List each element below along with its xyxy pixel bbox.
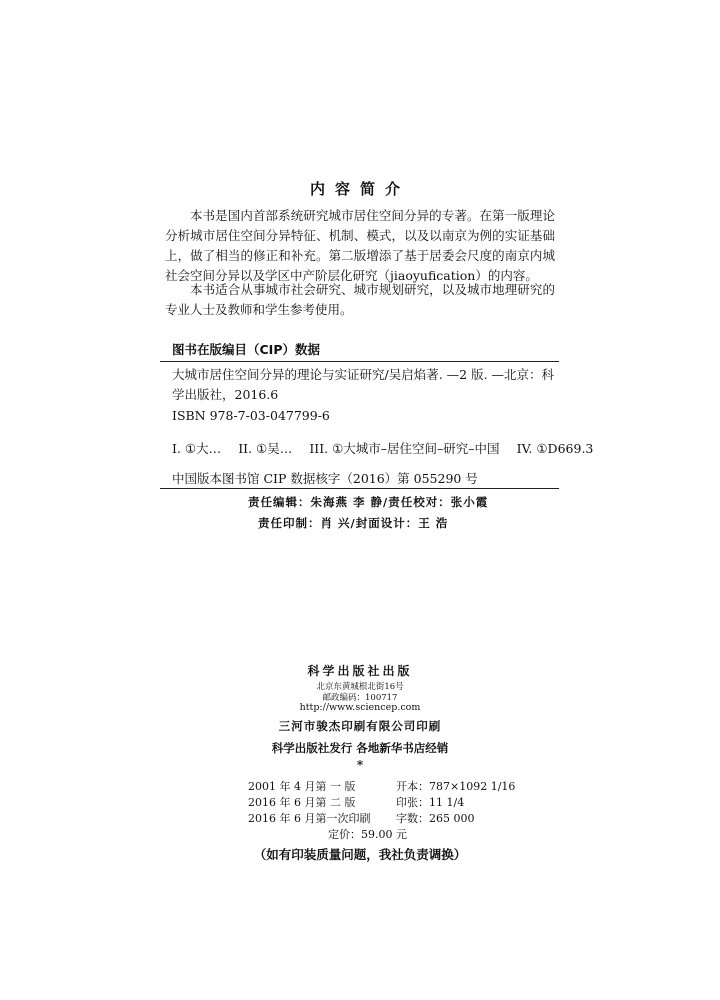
cip-entry: 大城市居住空间分异的理论与实证研究/吴启焰著. —2 版. —北京：科学出版社，2016.6: [172, 367, 555, 402]
quality-notice: （如有印装质量问题，我社负责调换）: [253, 847, 467, 862]
publisher-address: 北京东黄城根北街16号: [316, 682, 404, 692]
edition-date: 2016 年 6 月第一次印刷: [248, 812, 371, 825]
edition-date: 2016 年 6 月第 二 版: [248, 796, 356, 809]
credits-production: 责任印制：肖 兴/封面设计：王 浩: [258, 516, 449, 530]
cip-isbn: ISBN 978-7-03-047799-6: [172, 408, 330, 423]
edition-row: [248, 778, 515, 794]
cip-class-item: II. ①吴…: [238, 441, 293, 456]
edition-spec: 开本：787×1092 1/16: [396, 780, 516, 793]
cip-verification: 中国版本图书馆 CIP 数据核字（2016）第 055290 号: [172, 471, 478, 486]
publisher-name: 科学出版社出版: [307, 664, 413, 678]
edition-row: [248, 794, 464, 810]
credits-editors: 责任编辑：朱海燕 李 静/责任校对：张小霞: [248, 495, 489, 509]
printer-name: 三河市骏杰印刷有限公司印刷: [278, 719, 442, 733]
summary-paragraph: 本书是国内首部系统研究城市居住空间分异的专著。在第一版理论分析城市居住空间分异特征、机制、模式，以及以南京为例的实证基础上，做了相当的修正和补充。第二版增添了基于居委会尺度的南京内城社会空间分异以及学区中产阶层化研究（jiaoyufication）的内容。: [165, 208, 555, 283]
summary-title: 内容简介: [309, 180, 410, 198]
separator-star: *: [356, 758, 364, 772]
publisher-postcode: 邮政编码：100717: [322, 693, 398, 703]
summary-paragraph: 本书适合从事城市社会研究、城市规划研究，以及城市地理研究的专业人士及教师和学生参考使用。: [165, 282, 555, 317]
cip-class-item: IV. ①D669.3: [516, 441, 594, 456]
edition-spec: 字数：265 000: [396, 812, 475, 825]
cip-bottom-rule: [160, 488, 559, 489]
edition-spec: 印张：11 1/4: [396, 796, 465, 809]
cip-classification: [172, 438, 593, 457]
cip-top-rule: [160, 361, 559, 362]
price: 定价：59.00 元: [328, 828, 407, 841]
edition-date: 2001 年 4 月第 一 版: [248, 780, 356, 793]
edition-row: [248, 810, 475, 826]
publisher-url: http://www.sciencep.com: [299, 702, 421, 713]
cip-class-item: III. ①大城市–居住空间–研究–中国: [309, 441, 500, 456]
cip-class-item: I. ①大…: [172, 441, 222, 456]
distribution: 科学出版社发行 各地新华书店经销: [271, 741, 449, 755]
cip-heading: 图书在版编目（CIP）数据: [172, 342, 320, 357]
